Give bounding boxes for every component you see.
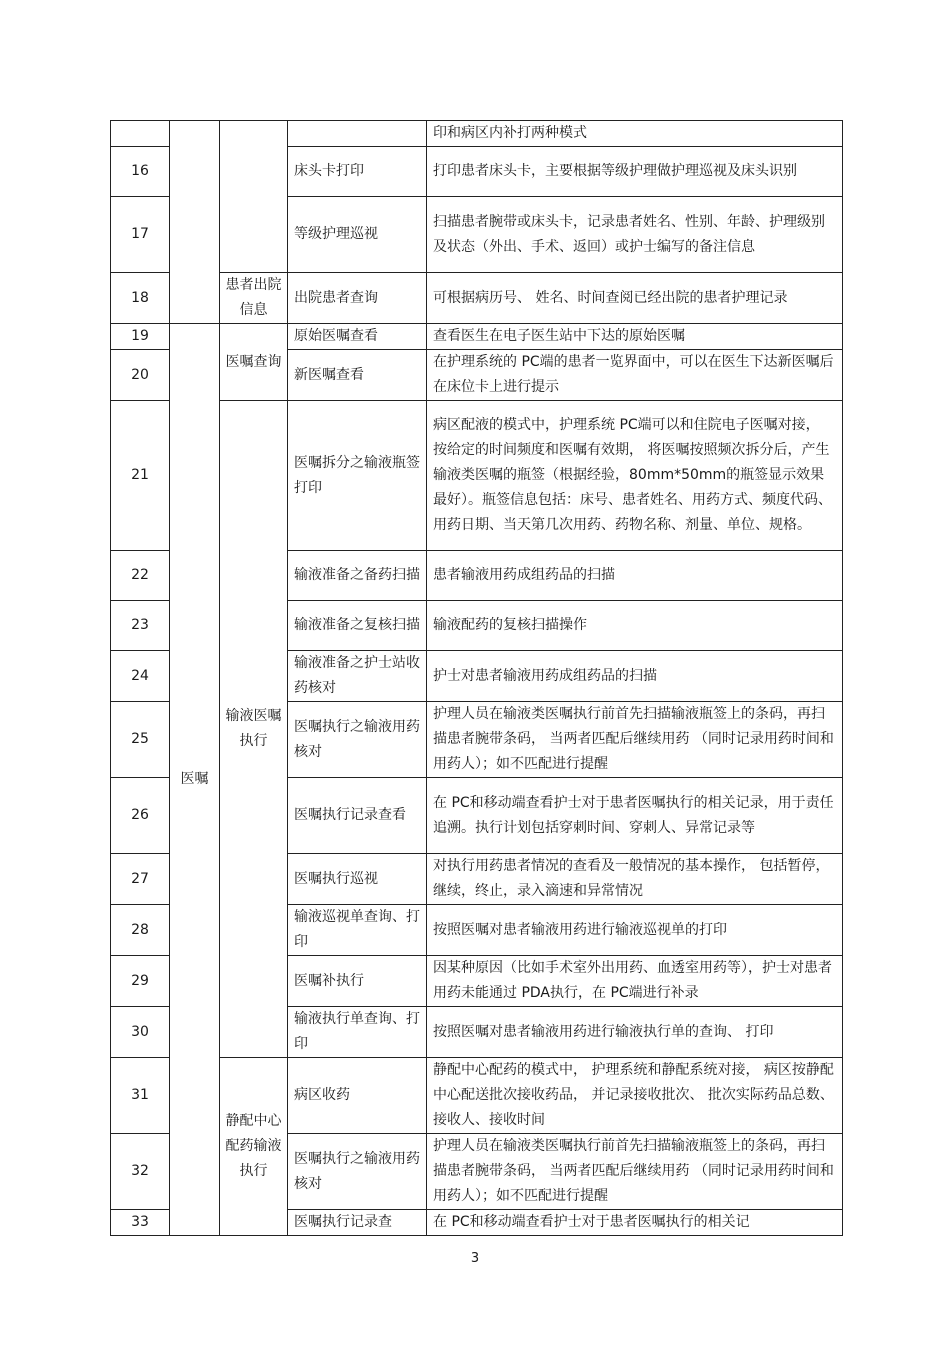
table-row	[111, 121, 843, 147]
function-name: 医嘱拆分之输液瓶签打印	[288, 401, 427, 551]
row-number: 26	[111, 778, 170, 854]
function-desc: 护理人员在输液类医嘱执行前首先扫描输液瓶签上的条码，再扫描患者腕带条码， 当两者匹配后继续用药 （同时记录用药时间和用药人）；如不匹配进行提醒	[427, 1134, 843, 1210]
category-cell: 医嘱	[170, 324, 220, 1236]
row-number: 31	[111, 1058, 170, 1134]
row-number: 32	[111, 1134, 170, 1210]
table-row	[111, 401, 843, 551]
function-name: 出院患者查询	[288, 273, 427, 324]
function-name: 输液准备之复核扫描	[288, 601, 427, 651]
row-number	[111, 121, 170, 147]
function-name: 输液准备之护士站收药核对	[288, 651, 427, 702]
function-table	[110, 120, 843, 1236]
function-name: 床头卡打印	[288, 147, 427, 197]
function-desc: 护士对患者输液用药成组药品的扫描	[427, 651, 843, 702]
function-desc: 在护理系统的 PC端的患者一览界面中，可以在医生下达新医嘱后在床位卡上进行提示	[427, 350, 843, 401]
function-desc: 扫描患者腕带或床头卡，记录患者姓名、性别、年龄、护理级别及状态（外出、手术、返回）或护士编写的备注信息	[427, 197, 843, 273]
row-number: 33	[111, 1210, 170, 1236]
function-desc: 护理人员在输液类医嘱执行前首先扫描输液瓶签上的条码，再扫描患者腕带条码， 当两者匹配后继续用药 （同时记录用药时间和用药人）；如不匹配进行提醒	[427, 702, 843, 778]
function-name: 等级护理巡视	[288, 197, 427, 273]
table-row	[111, 324, 843, 350]
function-desc: 静配中心配药的模式中， 护理系统和静配系统对接， 病区按静配中心配送批次接收药品， 并记录接收批次、 批次实际药品总数、接收人、接收时间	[427, 1058, 843, 1134]
row-number: 29	[111, 956, 170, 1007]
row-number: 23	[111, 601, 170, 651]
function-desc: 按照医嘱对患者输液用药进行输液执行单的查询、 打印	[427, 1007, 843, 1058]
row-number: 16	[111, 147, 170, 197]
row-number: 27	[111, 854, 170, 905]
function-desc: 在 PC和移动端查看护士对于患者医嘱执行的相关记	[427, 1210, 843, 1236]
function-desc: 对执行用药患者情况的查看及一般情况的基本操作， 包括暂停，继续，终止，录入滴速和异常情况	[427, 854, 843, 905]
function-name: 原始医嘱查看	[288, 324, 427, 350]
function-name: 输液执行单查询、打印	[288, 1007, 427, 1058]
function-desc: 因某种原因（比如手术室外出用药、血透室用药等），护士对患者用药未能通过 PDA执行，在 PC端进行补录	[427, 956, 843, 1007]
row-number: 22	[111, 551, 170, 601]
function-name: 输液巡视单查询、打印	[288, 905, 427, 956]
function-name: 医嘱执行巡视	[288, 854, 427, 905]
group-pivas: 静配中心配药输液执行	[220, 1058, 288, 1236]
row-number: 18	[111, 273, 170, 324]
function-name: 医嘱执行之输液用药核对	[288, 702, 427, 778]
row-number: 21	[111, 401, 170, 551]
function-name: 医嘱执行之输液用药核对	[288, 1134, 427, 1210]
function-name: 医嘱执行记录查看	[288, 778, 427, 854]
function-desc: 查看医生在电子医生站中下达的原始医嘱	[427, 324, 843, 350]
group-infusion: 输液医嘱执行	[220, 401, 288, 1058]
row-number: 19	[111, 324, 170, 350]
function-name	[288, 121, 427, 147]
function-desc: 可根据病历号、 姓名、时间查阅已经出院的患者护理记录	[427, 273, 843, 324]
table-row	[111, 1058, 843, 1134]
page-number: 3	[470, 1251, 480, 1266]
function-name: 输液准备之备药扫描	[288, 551, 427, 601]
function-desc: 在 PC和移动端查看护士对于患者医嘱执行的相关记录，用于责任追溯。执行计划包括穿刺时间、穿刺人、异常记录等	[427, 778, 843, 854]
row-number: 30	[111, 1007, 170, 1058]
function-desc: 患者输液用药成组药品的扫描	[427, 551, 843, 601]
group-cell-empty	[220, 121, 288, 273]
row-number: 28	[111, 905, 170, 956]
group-order-query: 医嘱查询	[220, 324, 288, 401]
row-number: 17	[111, 197, 170, 273]
table-row	[111, 273, 843, 324]
row-number: 25	[111, 702, 170, 778]
function-name: 病区收药	[288, 1058, 427, 1134]
function-desc: 印和病区内补打两种模式	[427, 121, 843, 147]
function-name: 医嘱补执行	[288, 956, 427, 1007]
function-name: 医嘱执行记录查	[288, 1210, 427, 1236]
row-number: 24	[111, 651, 170, 702]
function-name: 新医嘱查看	[288, 350, 427, 401]
function-desc: 按照医嘱对患者输液用药进行输液巡视单的打印	[427, 905, 843, 956]
function-desc: 打印患者床头卡，主要根据等级护理做护理巡视及床头识别	[427, 147, 843, 197]
category-cell-empty	[170, 121, 220, 324]
row-number: 20	[111, 350, 170, 401]
function-desc: 病区配液的模式中，护理系统 PC端可以和住院电子医嘱对接， 按给定的时间频度和医嘱有效期， 将医嘱按照频次拆分后，产生输液类医嘱的瓶签（根据经验，80mm*50mm的瓶签显示效果最好）。瓶签信息包括：床号、患者姓名、用药方式、频度代码、用药日期、当天第几次用药、药物名称、剂量、单位、规格。	[427, 401, 843, 551]
group-discharge: 患者出院信息	[220, 273, 288, 324]
function-desc: 输液配药的复核扫描操作	[427, 601, 843, 651]
